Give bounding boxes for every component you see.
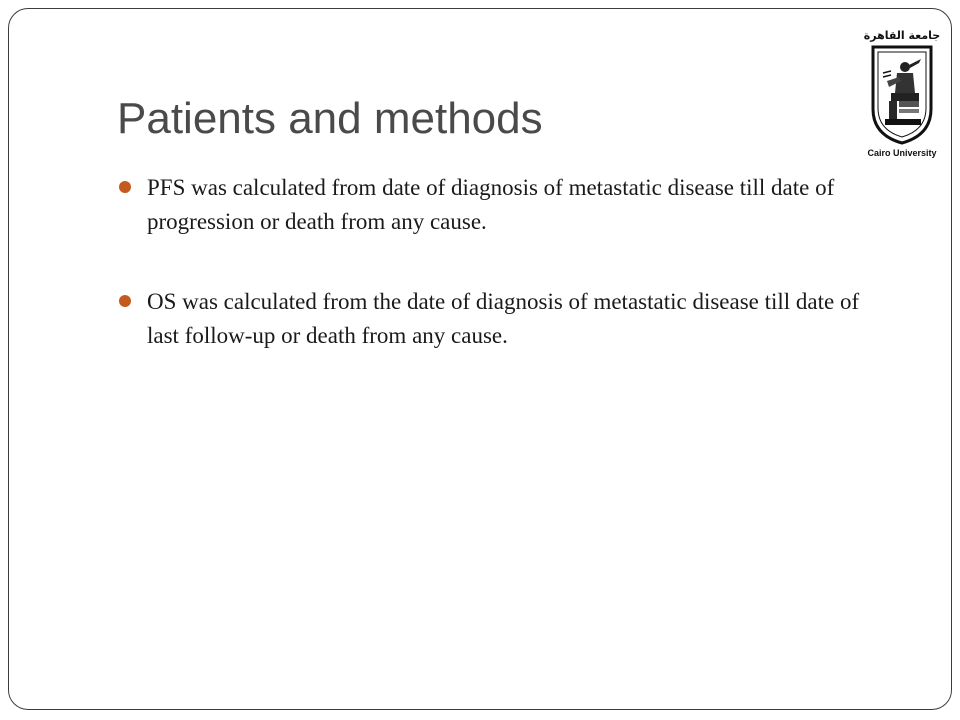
logo-arabic-text: جامعة القاهرة xyxy=(863,29,941,42)
logo-english-text: Cairo University xyxy=(867,148,937,158)
bullet-text-os: OS was calculated from the date of diagnosis of metastatic disease till date of last follow-up or death from any cause. xyxy=(147,289,860,348)
slide-frame xyxy=(8,8,952,710)
bullet-item-pfs xyxy=(117,171,877,239)
bullet-list xyxy=(117,171,877,399)
bullet-dot-icon xyxy=(119,181,131,193)
bullet-text-pfs: PFS was calculated from date of diagnosis of metastatic disease till date of progression or death from any cause. xyxy=(147,175,835,234)
bullet-item-os xyxy=(117,285,877,353)
cairo-university-logo xyxy=(861,29,943,161)
bullet-dot-icon xyxy=(119,295,131,307)
cairo-university-shield-icon xyxy=(869,43,935,147)
slide-title: Patients and methods xyxy=(117,94,543,143)
